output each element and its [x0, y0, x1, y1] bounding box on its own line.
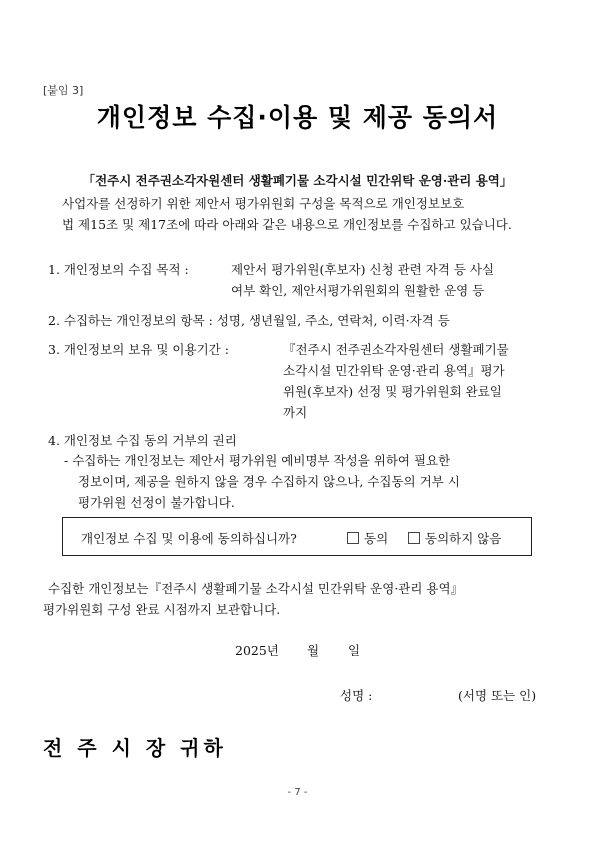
item3-label: 3. 개인정보의 보유 및 이용기간 :	[48, 342, 229, 357]
item1-label: 1. 개인정보의 수집 목적 :	[48, 262, 189, 277]
project-name: 「전주시 전주권소각자원센터 생활폐기물 소각시설 민간위탁 운영·관리 용역」	[82, 173, 513, 188]
attachment-label: [붙임 3]	[43, 84, 84, 97]
item2-text: 2. 수집하는 개인정보의 항목 : 성명, 생년월일, 주소, 연락처, 이력·자격 등	[48, 313, 450, 328]
item3-line-4: 까지	[283, 405, 308, 420]
item1-line-2: 여부 확인, 제안서평가위원회의 원활한 운영 등	[231, 283, 485, 298]
date-year: 2025년	[235, 643, 279, 658]
retention-line-2: 평가위원회 구성 완료 시점까지 보관합니다.	[43, 602, 281, 617]
consent-box	[62, 517, 532, 556]
item4-line-1: - 수집하는 개인정보는 제안서 평가위원 예비명부 작성을 위하여 필요한	[64, 453, 451, 468]
item4-line-3: 평가위원 선정이 불가합니다.	[78, 495, 235, 510]
signoff: 전 주 시 장 귀하	[43, 736, 227, 760]
intro-line-1: 사업자를 선정하기 위한 제안서 평가위원회 구성을 목적으로 개인정보보호	[62, 196, 465, 211]
item3-line-2: 소각시설 민간위탁 운영·관리 용역』평가	[283, 363, 505, 378]
agree-option[interactable]	[347, 529, 388, 547]
date-day: 일	[348, 643, 361, 658]
consent-question: 개인정보 수집 및 이용에 동의하십니까?	[81, 531, 297, 546]
disagree-label: 동의하지 않음	[425, 531, 502, 546]
item1-line-1: 제안서 평가위원(후보자) 신청 관련 자격 등 사실	[231, 262, 495, 277]
agree-label: 동의	[364, 531, 389, 546]
agree-checkbox[interactable]	[347, 532, 359, 544]
item4-line-2: 정보이며, 제공을 원하지 않을 경우 수집하지 않으나, 수집동의 거부 시	[78, 474, 460, 489]
page-number: - 7 -	[287, 787, 308, 798]
signature-note: (서명 또는 인)	[458, 688, 537, 703]
item4-label: 4. 개인정보 수집 동의 거부의 권리	[48, 433, 237, 448]
intro-line-2: 법 제15조 및 제17조에 따라 아래와 같은 내용으로 개인정보를 수집하고 있습니다.	[62, 217, 512, 232]
item3-line-1: 『전주시 전주권소각자원센터 생활폐기물	[283, 342, 509, 357]
date-month: 월	[307, 643, 320, 658]
document-title: 개인정보 수집·이용 및 제공 동의서	[96, 103, 499, 132]
signature-label: 성명 :	[340, 688, 373, 703]
item3-line-3: 위원(후보자) 선정 및 평가위원회 완료일	[283, 384, 502, 399]
retention-line-1: 수집한 개인정보는『전주시 생활폐기물 소각시설 민간위탁 운영·관리 용역』	[48, 581, 464, 596]
disagree-checkbox[interactable]	[408, 532, 420, 544]
disagree-option[interactable]	[408, 529, 501, 547]
